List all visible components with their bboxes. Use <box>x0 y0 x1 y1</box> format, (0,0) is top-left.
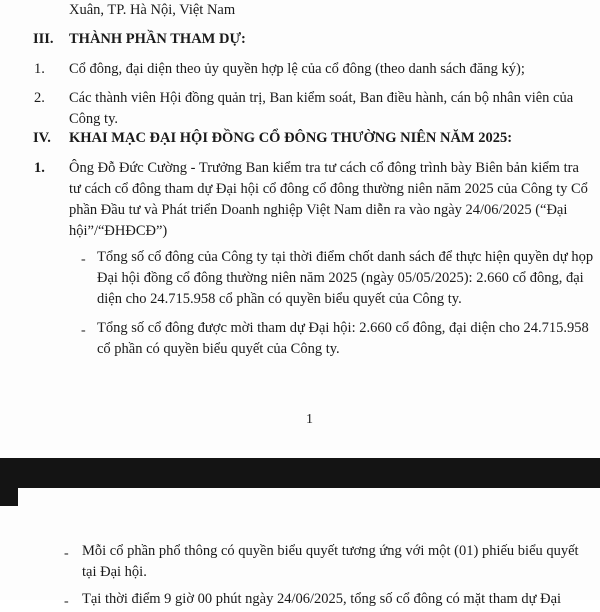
section-4-item-1-line-2: tư cách cổ đông tham dự Đại hội cổ đông cổ đông thường niên năm 2025 của Công ty Cổ <box>69 181 588 197</box>
document-page-2 <box>0 488 600 609</box>
section-3-item-2-number: 2. <box>34 90 45 106</box>
bullet-1-line-1: Tổng số cổ đông của Công ty tại thời điểm chốt danh sách để thực hiện quyền dự họp <box>97 249 594 265</box>
section-3-item-2-line-1: Các thành viên Hội đồng quản trị, Ban kiểm soát, Ban điều hành, cán bộ nhân viên của <box>69 90 574 106</box>
page-separator <box>0 458 600 488</box>
page-number: 1 <box>306 412 313 427</box>
page-2-bullet-1-line-2: tại Đại hội. <box>82 564 147 580</box>
section-4-item-1-number: 1. <box>34 160 45 176</box>
section-4-item-1-line-3: phần Đầu tư và Phát triển Doanh nghiệp Việt Nam diễn ra vào ngày 24/06/2025 (“Đại <box>69 202 568 218</box>
bullet-1-line-2: Đại hội đồng cổ đông thường niên năm 2025 (ngày 05/05/2025): 2.660 cổ đông, đại <box>97 270 584 286</box>
address-line: Xuân, TP. Hà Nội, Việt Nam <box>69 2 236 18</box>
section-3-item-1-line-1: Cổ đông, đại diện theo ủy quyền hợp lệ của cổ đông (theo danh sách đăng ký); <box>69 61 525 77</box>
page-corner-shadow <box>0 488 18 506</box>
bullet-2-line-2: cổ phần có quyền biểu quyết của Công ty. <box>97 341 340 357</box>
bullet-mark: - <box>64 546 69 561</box>
bullet-mark: - <box>64 594 69 609</box>
section-4-heading: KHAI MẠC ĐẠI HỘI ĐỒNG CỔ ĐÔNG THƯỜNG NIÊN NĂM 2025: <box>69 130 513 146</box>
bullet-1-line-3: diện cho 24.715.958 cổ phần có quyền biểu quyết của Công ty. <box>97 291 462 307</box>
page-2-bullet-1-line-1: Mỗi cổ phần phổ thông có quyền biểu quyết tương ứng với một (01) phiếu biểu quyết <box>82 543 579 559</box>
section-4-item-1-line-4: hội”/“ĐHĐCĐ”) <box>69 223 168 239</box>
section-3-item-2-line-2: Công ty. <box>69 111 119 127</box>
section-3-heading: THÀNH PHẦN THAM DỰ: <box>69 31 246 47</box>
page-2-bullet-2-line-1: Tại thời điểm 9 giờ 00 phút ngày 24/06/2025, tổng số cổ đông có mặt tham dự Đại <box>82 591 562 607</box>
section-3-item-1-number: 1. <box>34 61 45 77</box>
bullet-2-line-1: Tổng số cổ đông được mời tham dự Đại hội: 2.660 cổ đông, đại diện cho 24.715.958 <box>97 320 589 336</box>
section-4-numeral: IV. <box>33 130 51 146</box>
bullet-mark: - <box>81 323 86 338</box>
bullet-mark: - <box>81 252 86 267</box>
section-3-numeral: III. <box>33 31 54 47</box>
section-4-item-1-line-1: Ông Đỗ Đức Cường - Trưởng Ban kiểm tra tư cách cổ đông trình bày Biên bản kiểm tra <box>69 160 579 176</box>
